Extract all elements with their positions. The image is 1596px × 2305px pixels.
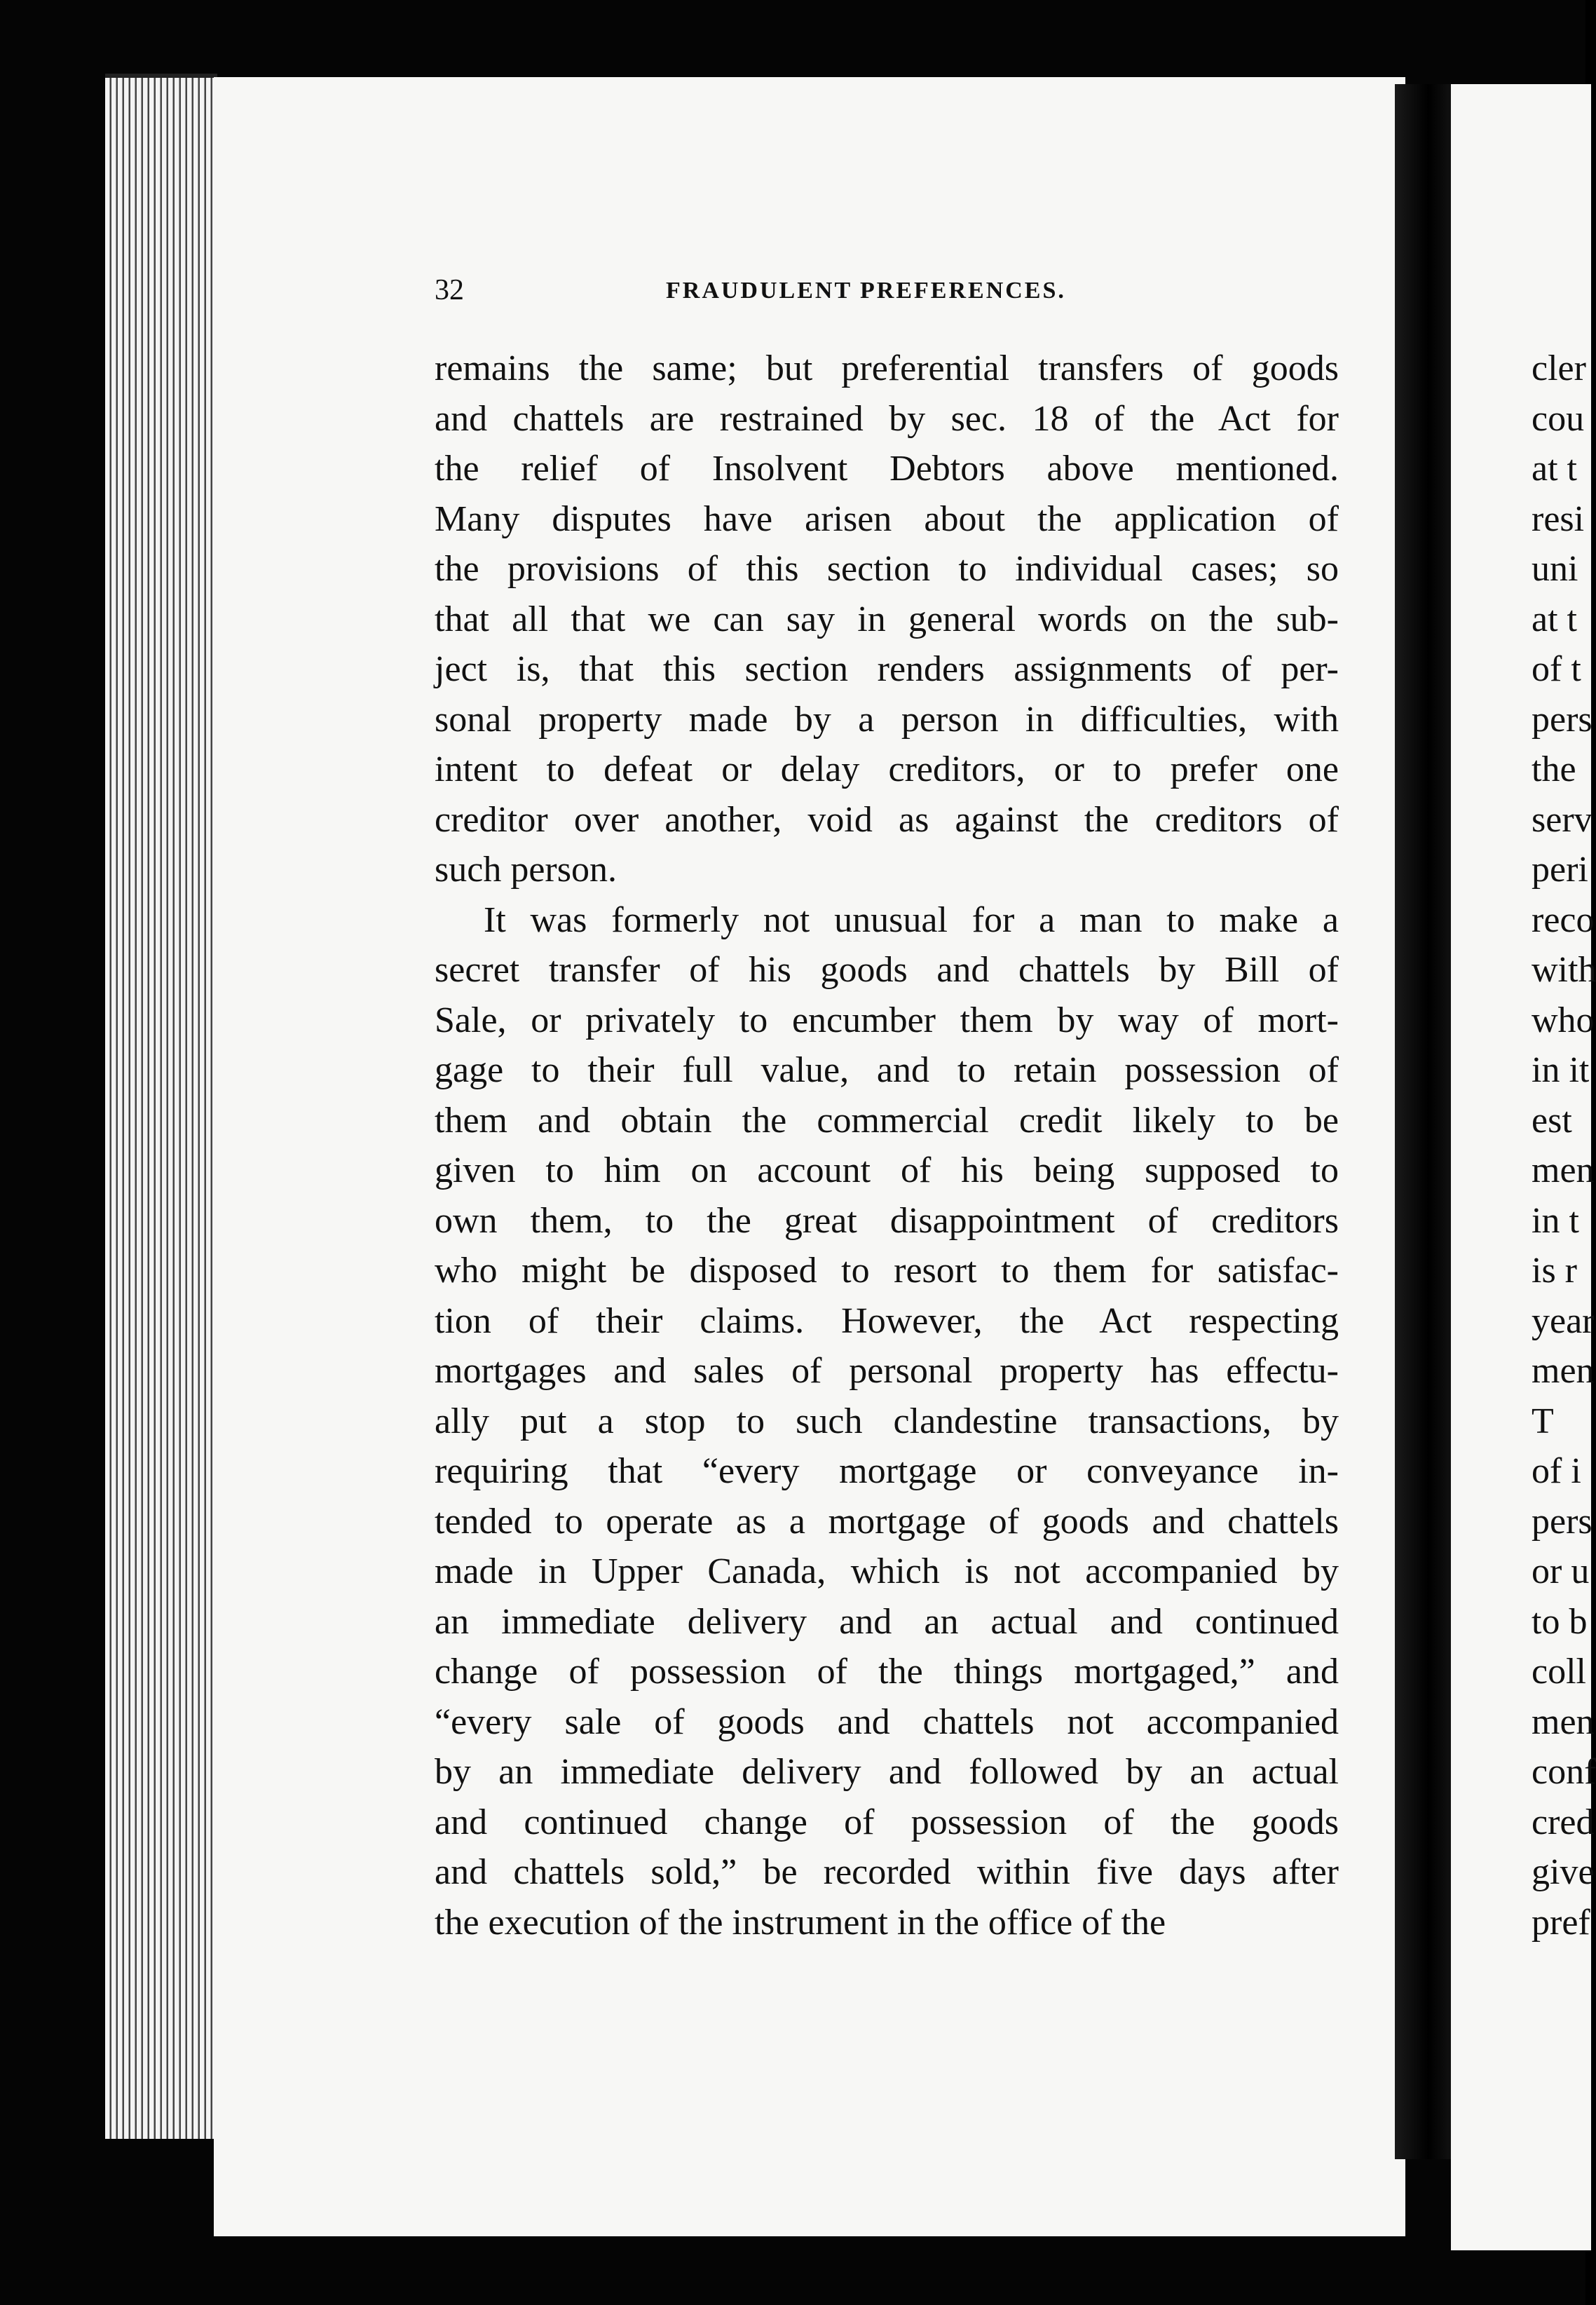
right-page-fragment: of t [1532, 649, 1581, 689]
text-line: them and obtain the commercial credit likely to be [435, 1100, 1339, 1141]
right-page-fragment: cler [1532, 348, 1586, 388]
right-page-fragment: pers [1532, 1501, 1592, 1542]
right-page-fragment: uni [1532, 549, 1578, 589]
text-line: gage to their full value, and to retain possession of [435, 1050, 1339, 1090]
body-text [435, 344, 1339, 1947]
text-line: change of possession of the things mortgaged,” and [435, 1652, 1339, 1692]
right-page-fragment: coll [1532, 1652, 1586, 1692]
text-line: who might be disposed to resort to them for satisfac- [435, 1251, 1339, 1291]
right-page-fragment: who [1532, 1000, 1595, 1040]
right-page-fragment: peri [1532, 850, 1588, 890]
text-line: made in Upper Canada, which is not accompanied by [435, 1551, 1339, 1591]
text-line: mortgages and sales of personal property has effectu- [435, 1351, 1339, 1391]
text-line: intent to defeat or delay creditors, or to prefer one [435, 749, 1339, 789]
text-line: own them, to the great disappointment of creditors [435, 1200, 1339, 1241]
right-page-fragment: is r [1532, 1251, 1577, 1291]
text-line: and chattels sold,” be recorded within five days after [435, 1852, 1339, 1892]
text-line: ject is, that this section renders assignments of per- [435, 649, 1339, 689]
text-line: the relief of Insolvent Debtors above mentioned. [435, 449, 1339, 489]
text-line: tion of their claims. However, the Act respecting [435, 1300, 1339, 1341]
right-page-fragment: cou [1532, 398, 1585, 439]
right-page-fragment: men [1532, 1701, 1595, 1742]
text-line: “every sale of goods and chattels not accompanied [435, 1701, 1339, 1742]
right-page-fragment: pers [1532, 699, 1592, 740]
text-line: and continued change of possession of the goods [435, 1802, 1339, 1842]
text-line: sonal property made by a person in difficulties, with [435, 699, 1339, 740]
page-header [435, 273, 1339, 315]
right-page-fragment: reco [1532, 899, 1595, 940]
right-page-fragment: with [1532, 950, 1596, 990]
page-number: 32 [435, 274, 464, 306]
text-line: such person. [435, 850, 617, 890]
right-page-fragment: pref [1532, 1902, 1590, 1943]
right-page-fragment: serv [1532, 799, 1592, 840]
right-page-text-fragments [1532, 344, 1596, 1947]
text-line: given to him on account of his being supposed to [435, 1150, 1339, 1190]
right-page-fragment: or u [1532, 1551, 1590, 1591]
text-line: tended to operate as a mortgage of goods and chattels [435, 1501, 1339, 1542]
right-page-fragment: at t [1532, 599, 1577, 639]
right-page-fragment: in it [1532, 1050, 1590, 1090]
text-line: by an immediate delivery and followed by an actual [435, 1752, 1339, 1792]
right-page-fragment: of i [1532, 1451, 1581, 1491]
right-page-fragment: to b [1532, 1601, 1588, 1642]
text-line: the provisions of this section to individual cases; so [435, 549, 1339, 589]
right-page-fragment: in t [1532, 1200, 1579, 1241]
text-line: Many disputes have arisen about the application of [435, 498, 1339, 539]
right-page-fragment: resi [1532, 498, 1585, 539]
text-line: ally put a stop to such clandestine transactions, by [435, 1401, 1339, 1441]
right-page-fragment: the [1532, 749, 1576, 789]
right-page-fragment: men [1532, 1351, 1595, 1391]
right-page-fragment: conf [1532, 1752, 1596, 1792]
book-gutter [1395, 84, 1451, 2159]
right-page-fragment: T [1532, 1401, 1554, 1441]
text-line: requiring that “every mortgage or conveyance in- [435, 1451, 1339, 1491]
text-line: that all that we can say in general words on the sub- [435, 599, 1339, 639]
right-page-fragment: at t [1532, 449, 1577, 489]
text-line: an immediate delivery and an actual and continued [435, 1601, 1339, 1642]
right-page-fragment: give [1532, 1852, 1595, 1892]
text-line: creditor over another, void as against the creditors of [435, 799, 1339, 840]
right-page-fragment: est [1532, 1100, 1572, 1141]
right-page-fragment: cred [1532, 1802, 1595, 1842]
running-title: FRAUDULENT PREFERENCES. [666, 278, 1066, 304]
book-page-edges [105, 74, 217, 2139]
text-line: and chattels are restrained by sec. 18 of the Act for [435, 398, 1339, 439]
text-line: the execution of the instrument in the office of the [435, 1902, 1166, 1943]
text-line: Sale, or privately to encumber them by way of mort- [435, 1000, 1339, 1040]
text-line: It was formerly not unusual for a man to make a [484, 899, 1339, 940]
right-page-fragment: year [1532, 1300, 1595, 1341]
text-line: secret transfer of his goods and chattels by Bill of [435, 950, 1339, 990]
text-line: remains the same; but preferential transfers of goods [435, 348, 1339, 388]
right-page-fragment: men [1532, 1150, 1595, 1190]
